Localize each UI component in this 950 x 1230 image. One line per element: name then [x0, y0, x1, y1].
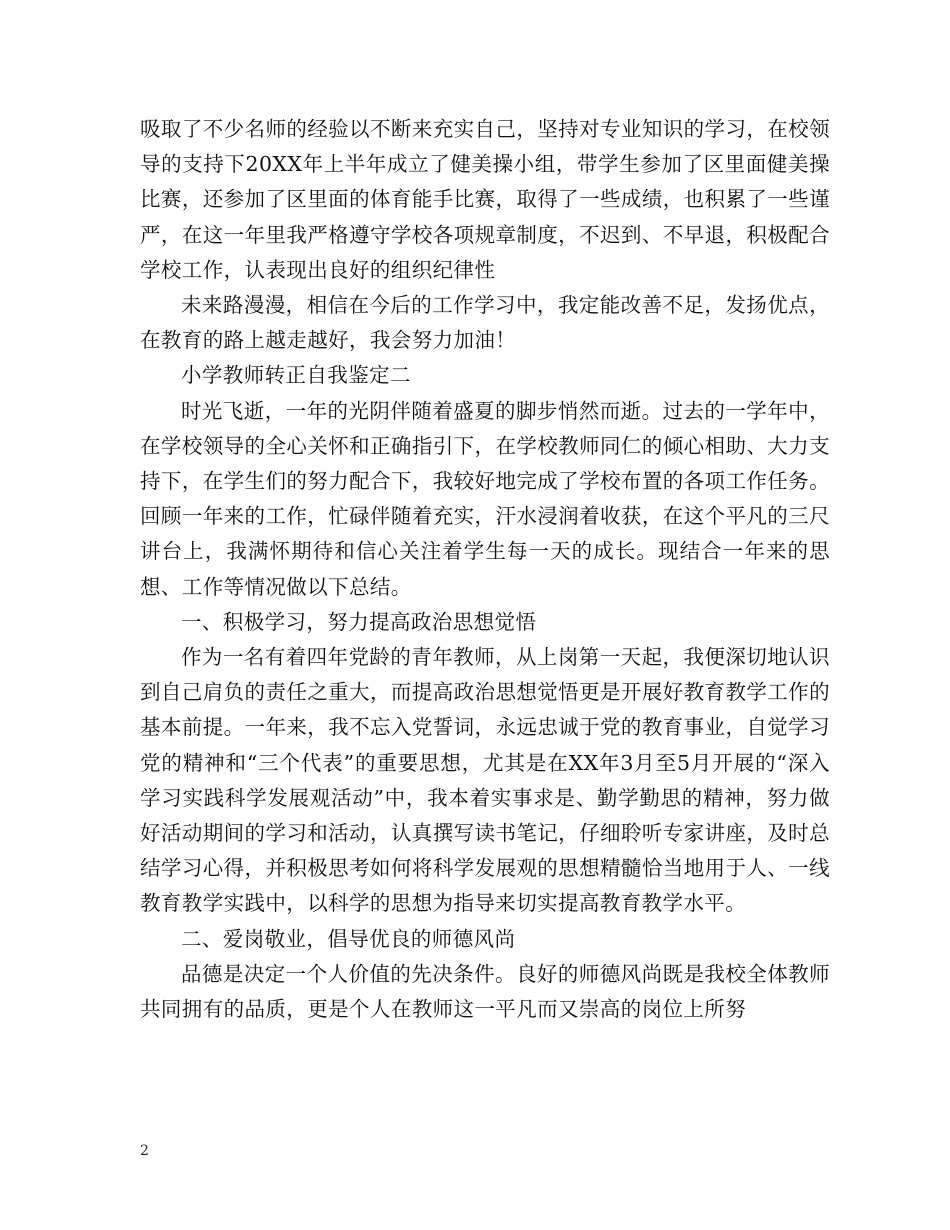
paragraph-8: 品德是决定一个人价值的先决条件。良好的师德风尚既是我校全体教师共同拥有的品质，更是个人在教师这一平凡而又崇高的岗位上所努	[140, 961, 830, 1022]
document-body	[140, 112, 830, 1027]
paragraph-1: 吸取了不少名师的经验以不断来充实自己，坚持对专业知识的学习，在校领导的支持下20XX年上半年成立了健美操小组，带学生参加了区里面健美操比赛，还参加了区里面的体育能手比赛，取得了一些成绩，也积累了一些谨严，在这一年里我严格遵守学校各项规章制度，不迟到、不早退，积极配合学校工作，认表现出良好的组织纪律性	[140, 117, 830, 282]
paragraph-4: 时光飞逝，一年的光阴伴随着盛夏的脚步悄然而逝。过去的一学年中，在学校领导的全心关怀和正确指引下，在学校教师同仁的倾心相助、大力支持下，在学生们的努力配合下，我较好地完成了学校布置的各项工作任务。回顾一年来的工作，忙碌伴随着充实，汗水浸润着收获，在这个平凡的三尺讲台上，我满怀期待和信心关注着学生每一天的成长。现结合一年来的思想、工作等情况做以下总结。	[140, 398, 830, 599]
paragraph-2: 未来路漫漫，相信在今后的工作学习中，我定能改善不足，发扬优点，在教育的路上越走越好，我会努力加油！	[140, 293, 830, 353]
paragraph-6: 作为一名有着四年党龄的青年教师，从上岗第一天起，我便深切地认识到自己肩负的责任之重大，而提高政治思想觉悟更是开展好教育教学工作的基本前提。一年来，我不忘入党誓词，永远忠诚于党的教育事业，自觉学习党的精神和“三个代表”的重要思想，尤其是在XX年3月至5月开展的“深入学习实践科学发展观活动”中，我本着实事求是、勤学勤思的精神，努力做好活动期间的学习和活动，认真撰写读书笔记，仔细聆听专家讲座，及时总结学习心得，并积极思考如何将科学发展观的思想精髓恰当地用于人、一线教育教学实践中，以科学的思想为指导来切实提高教育教学水平。	[140, 645, 830, 916]
heading-2: 二、爱岗敬业，倡导优良的师德风尚	[181, 926, 516, 951]
section-title: 小学教师转正自我鉴定二	[181, 363, 411, 388]
heading-1: 一、积极学习，努力提高政治思想觉悟	[181, 609, 537, 634]
page-number: 2	[140, 1143, 149, 1159]
